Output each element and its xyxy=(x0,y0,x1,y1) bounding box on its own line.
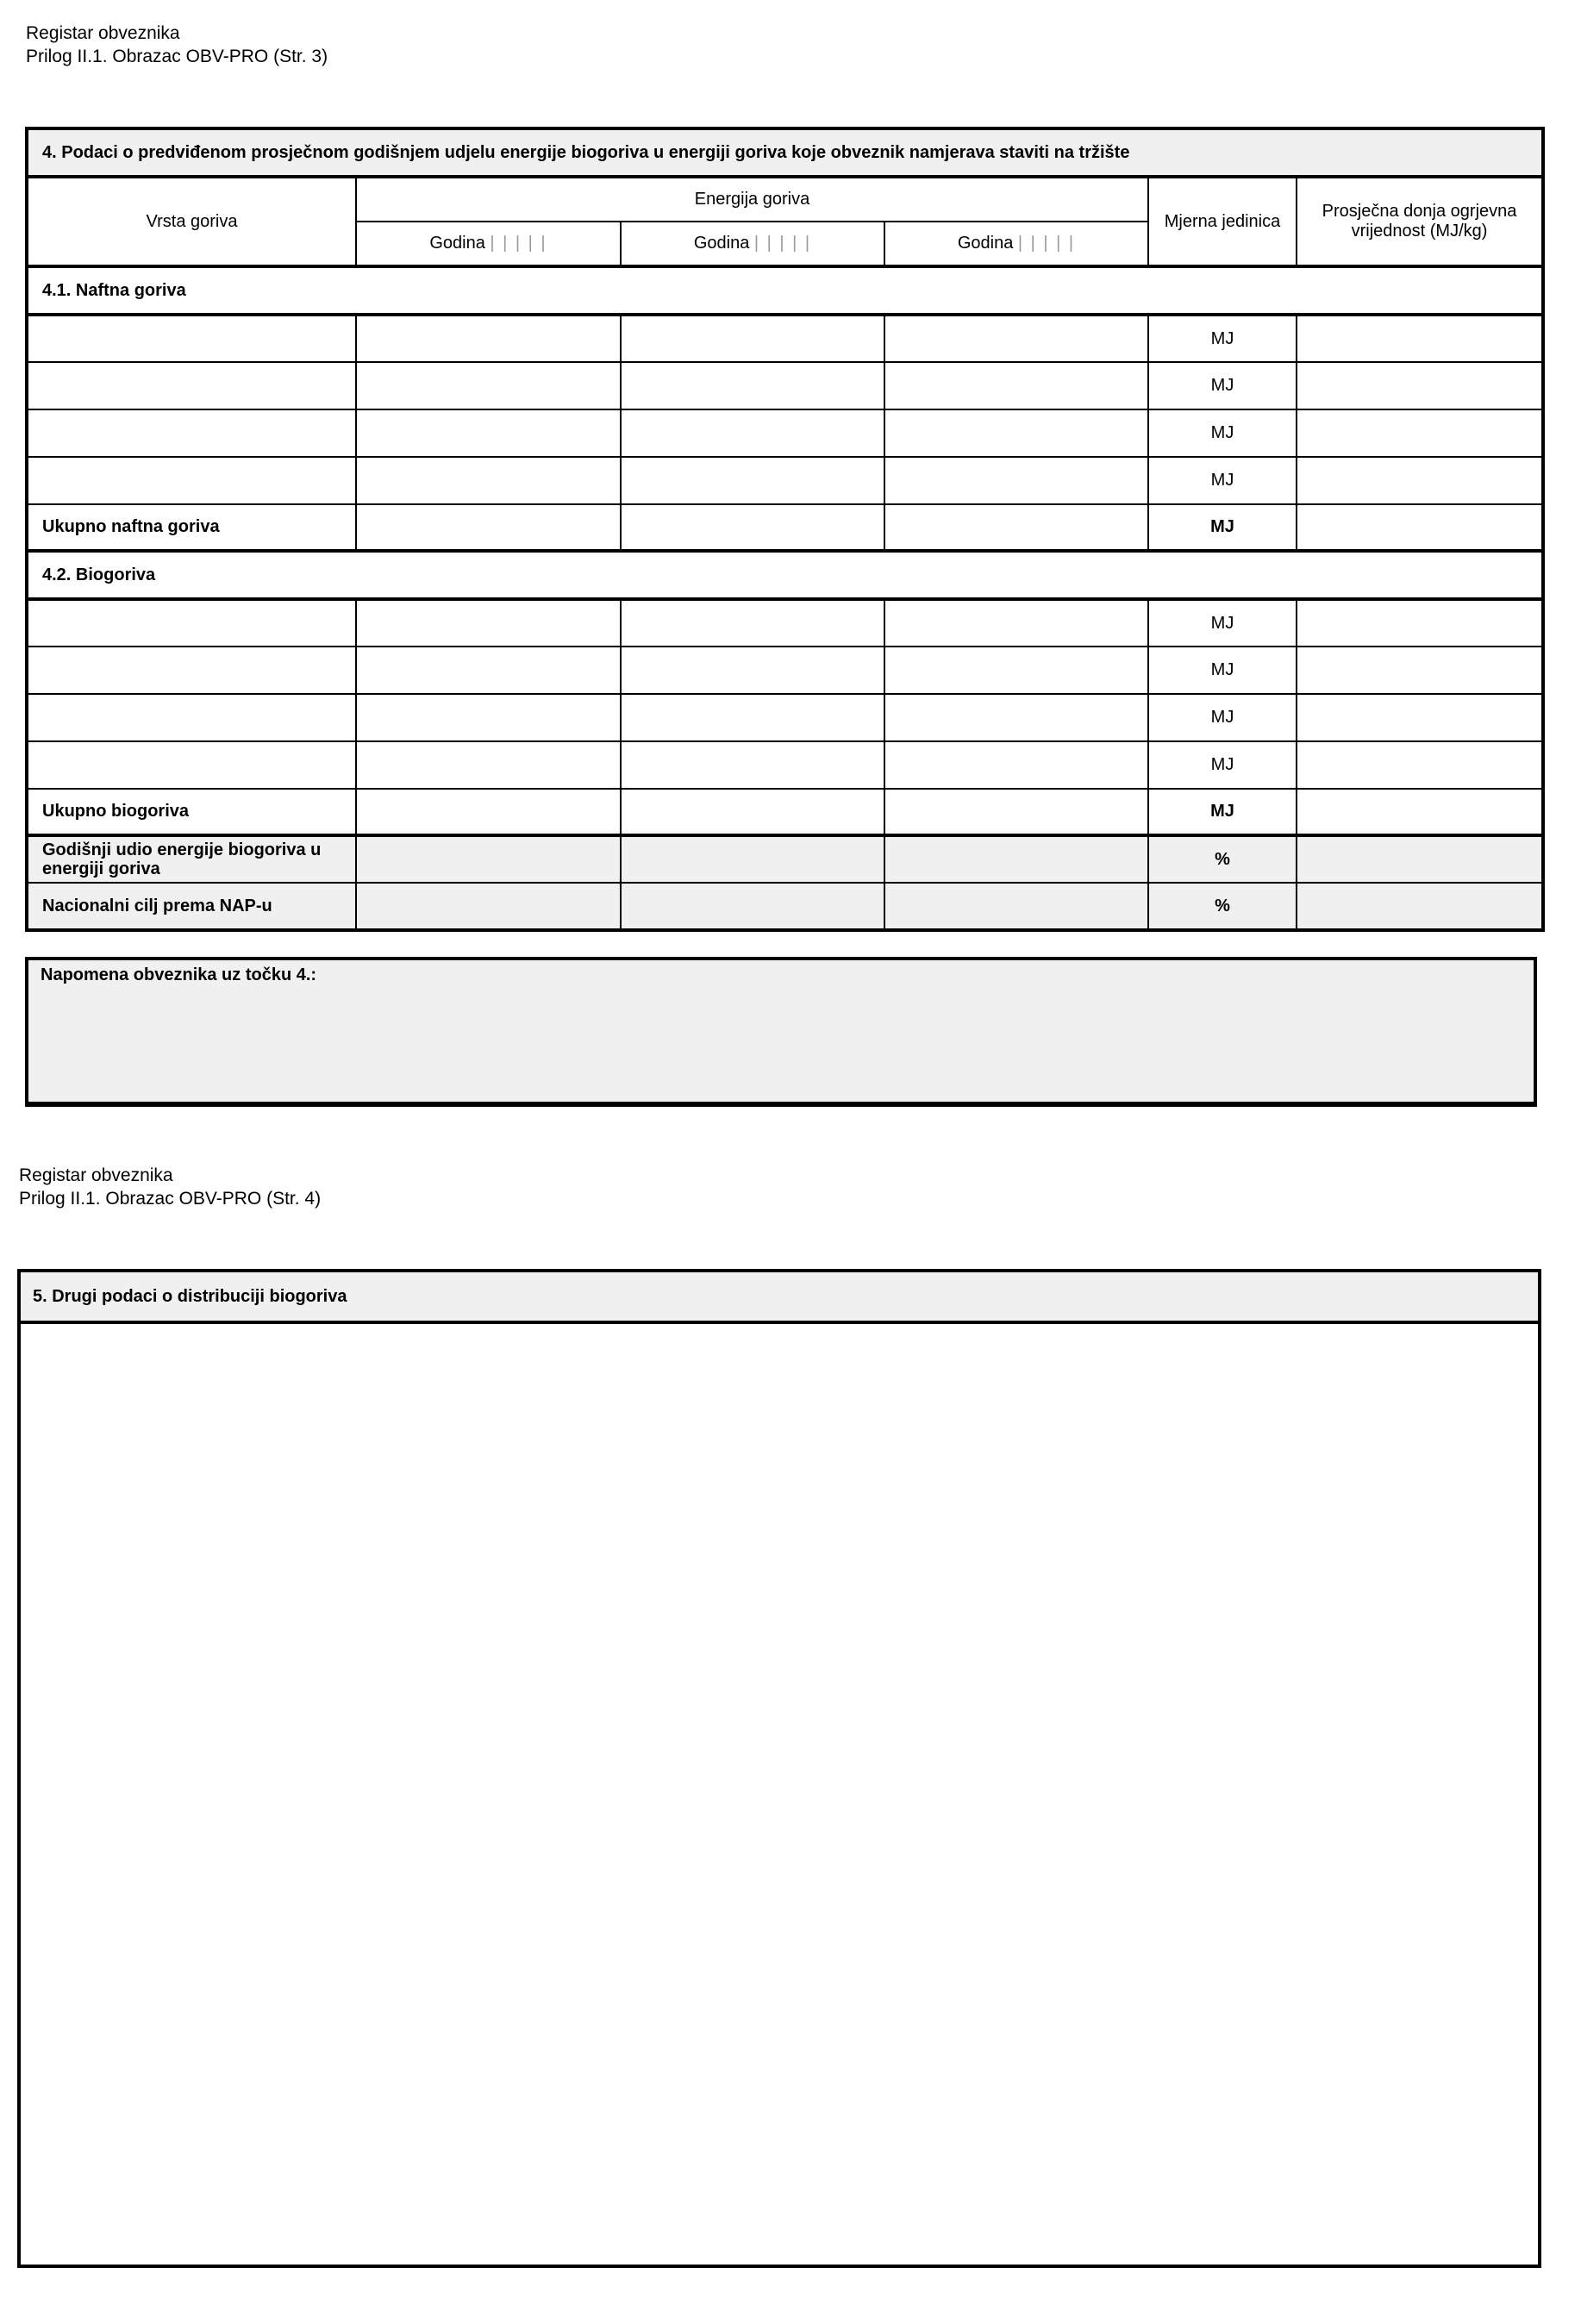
register-label: Registar obveznika xyxy=(19,1165,173,1185)
page3-header xyxy=(26,22,328,68)
value-cell[interactable] xyxy=(1297,694,1543,741)
table-row xyxy=(27,315,1543,362)
value-cell[interactable] xyxy=(1297,362,1543,409)
section-title: 5. Drugi podaci o distribuciji biogoriva xyxy=(21,1272,1538,1324)
value-cell[interactable] xyxy=(884,883,1148,930)
value-cell[interactable] xyxy=(621,504,884,551)
form-label: Prilog II.1. Obrazac OBV-PRO (Str. 4) xyxy=(19,1189,322,1209)
fuel-cell[interactable] xyxy=(27,409,356,457)
value-cell[interactable] xyxy=(1297,315,1543,362)
value-cell[interactable] xyxy=(621,362,884,409)
table-row xyxy=(27,741,1543,789)
unit-cell: MJ xyxy=(1148,409,1297,457)
table-row xyxy=(27,457,1543,504)
unit-cell: MJ xyxy=(1148,599,1297,647)
fuel-cell[interactable] xyxy=(27,457,356,504)
fuel-cell[interactable] xyxy=(27,694,356,741)
value-cell[interactable] xyxy=(356,315,621,362)
unit-cell: MJ xyxy=(1148,694,1297,741)
value-cell[interactable] xyxy=(356,835,621,883)
value-cell[interactable] xyxy=(884,315,1148,362)
fuel-cell[interactable] xyxy=(27,599,356,647)
value-cell[interactable] xyxy=(356,883,621,930)
col-mjerna-jedinica: Mjerna jedinica xyxy=(1148,177,1297,266)
value-cell[interactable] xyxy=(621,883,884,930)
form-label: Prilog II.1. Obrazac OBV-PRO (Str. 3) xyxy=(26,47,328,66)
fuel-cell[interactable] xyxy=(27,315,356,362)
value-cell[interactable] xyxy=(1297,504,1543,551)
section-biogoriva: 4.2. Biogoriva xyxy=(27,551,1543,599)
fuel-cell[interactable] xyxy=(27,741,356,789)
value-cell[interactable] xyxy=(621,599,884,647)
col-prosjecna-vrijednost: Prosječna donja ogrjevna vrijednost (MJ/kg) xyxy=(1297,177,1543,266)
table-row xyxy=(27,694,1543,741)
value-cell[interactable] xyxy=(884,647,1148,694)
value-cell[interactable] xyxy=(884,599,1148,647)
distribution-section xyxy=(17,1269,1541,2268)
value-cell[interactable] xyxy=(1297,457,1543,504)
total-row-biogoriva xyxy=(27,789,1543,835)
unit-cell: MJ xyxy=(1148,789,1297,835)
value-cell[interactable] xyxy=(1297,883,1543,930)
value-cell[interactable] xyxy=(356,647,621,694)
unit-cell: MJ xyxy=(1148,504,1297,551)
col-godina-2[interactable] xyxy=(621,222,884,266)
table-title: 4. Podaci o predviđenom prosječnom godišnjem udjelu energije biogoriva u energiji goriva koje obveznik namjerava staviti na tržište xyxy=(27,128,1543,177)
unit-cell: % xyxy=(1148,835,1297,883)
value-cell[interactable] xyxy=(1297,835,1543,883)
share-row xyxy=(27,835,1543,883)
unit-cell: MJ xyxy=(1148,647,1297,694)
section-naftna-goriva: 4.1. Naftna goriva xyxy=(27,266,1543,315)
total-label: Ukupno biogoriva xyxy=(27,789,356,835)
page4-header xyxy=(19,1164,321,1210)
year-input-marks: | | | | | xyxy=(490,234,547,253)
target-row xyxy=(27,883,1543,930)
note-label: Napomena obveznika uz točku 4.: xyxy=(41,965,317,984)
value-cell[interactable] xyxy=(356,457,621,504)
value-cell[interactable] xyxy=(884,789,1148,835)
unit-cell: % xyxy=(1148,883,1297,930)
col-godina-3[interactable] xyxy=(884,222,1148,266)
godina-label: Godina xyxy=(693,234,750,253)
value-cell[interactable] xyxy=(356,789,621,835)
value-cell[interactable] xyxy=(884,694,1148,741)
fuel-cell[interactable] xyxy=(27,647,356,694)
value-cell[interactable] xyxy=(884,409,1148,457)
value-cell[interactable] xyxy=(1297,789,1543,835)
biofuel-share-table xyxy=(25,127,1545,932)
value-cell[interactable] xyxy=(356,362,621,409)
note-field[interactable] xyxy=(25,957,1537,1107)
table-row xyxy=(27,599,1543,647)
value-cell[interactable] xyxy=(356,741,621,789)
unit-cell: MJ xyxy=(1148,315,1297,362)
value-cell[interactable] xyxy=(621,694,884,741)
value-cell[interactable] xyxy=(356,694,621,741)
table-row xyxy=(27,362,1543,409)
value-cell[interactable] xyxy=(621,457,884,504)
col-vrsta-goriva: Vrsta goriva xyxy=(27,177,356,266)
table-row xyxy=(27,409,1543,457)
table-row xyxy=(27,647,1543,694)
distribution-text-area[interactable] xyxy=(21,1324,1538,2268)
year-input-marks: | | | | | xyxy=(1017,234,1076,253)
value-cell[interactable] xyxy=(1297,741,1543,789)
total-row-naftna xyxy=(27,504,1543,551)
value-cell[interactable] xyxy=(621,789,884,835)
value-cell[interactable] xyxy=(356,409,621,457)
fuel-cell[interactable] xyxy=(27,362,356,409)
value-cell[interactable] xyxy=(1297,647,1543,694)
value-cell[interactable] xyxy=(884,504,1148,551)
value-cell[interactable] xyxy=(621,835,884,883)
col-godina-1[interactable] xyxy=(356,222,621,266)
year-input-marks: | | | | | xyxy=(753,234,812,253)
unit-cell: MJ xyxy=(1148,741,1297,789)
value-cell[interactable] xyxy=(884,362,1148,409)
value-cell[interactable] xyxy=(1297,409,1543,457)
value-cell[interactable] xyxy=(621,741,884,789)
unit-cell: MJ xyxy=(1148,457,1297,504)
register-label: Registar obveznika xyxy=(26,23,180,43)
unit-cell: MJ xyxy=(1148,362,1297,409)
value-cell[interactable] xyxy=(884,835,1148,883)
value-cell[interactable] xyxy=(1297,599,1543,647)
value-cell[interactable] xyxy=(884,457,1148,504)
value-cell[interactable] xyxy=(621,315,884,362)
total-label: Ukupno naftna goriva xyxy=(27,504,356,551)
value-cell[interactable] xyxy=(621,409,884,457)
value-cell[interactable] xyxy=(621,647,884,694)
godina-label: Godina xyxy=(429,234,485,253)
value-cell[interactable] xyxy=(884,741,1148,789)
col-energija-goriva: Energija goriva xyxy=(356,177,1148,222)
value-cell[interactable] xyxy=(356,504,621,551)
value-cell[interactable] xyxy=(356,599,621,647)
target-label: Nacionalni cilj prema NAP-u xyxy=(27,883,356,930)
share-label: Godišnji udio energije biogoriva u energiji goriva xyxy=(27,835,356,883)
godina-label: Godina xyxy=(957,234,1014,253)
